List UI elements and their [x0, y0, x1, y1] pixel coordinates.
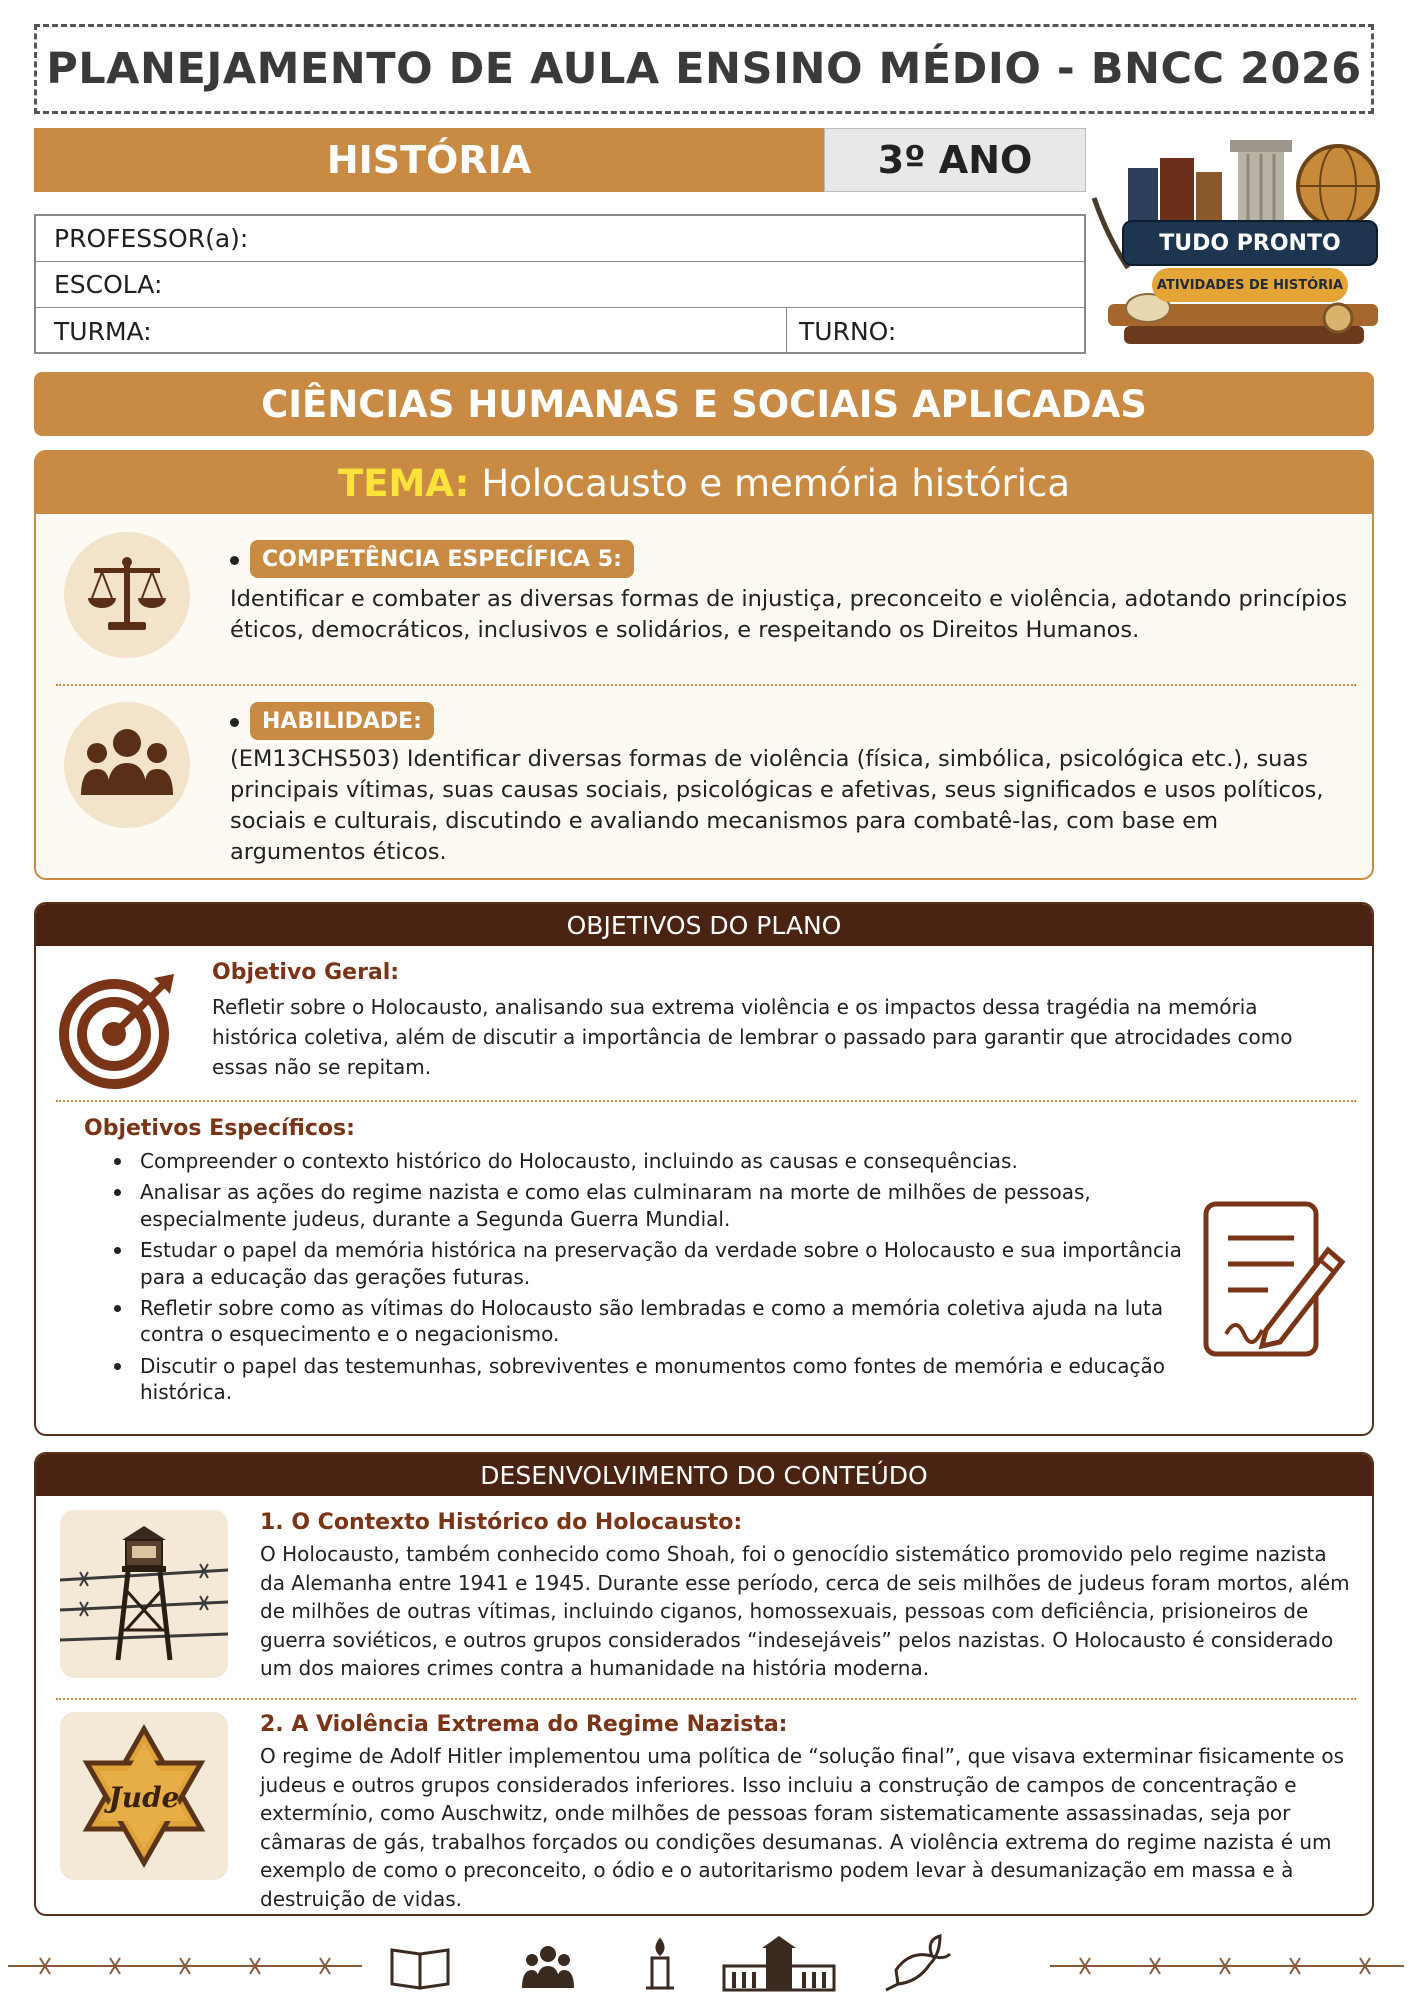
- star-badge-text: Jude: [108, 1781, 180, 1814]
- area-bar: CIÊNCIAS HUMANAS E SOCIAIS APLICADAS: [34, 372, 1374, 436]
- objetivos-especificos-title: Objetivos Específicos:: [84, 1116, 355, 1141]
- professor-label: PROFESSOR(a):: [54, 224, 249, 253]
- document-pen-icon: [1196, 1194, 1346, 1364]
- escola-row[interactable]: [36, 262, 1084, 308]
- page-title: PLANEJAMENTO DE AULA ENSINO MÉDIO - BNCC 2026: [34, 24, 1374, 114]
- competencia-label: COMPETÊNCIA ESPECÍFICA 5:: [250, 540, 634, 578]
- list-item: Discutir o papel das testemunhas, sobreviventes e monumentos como fontes de memória e educação histórica.: [106, 1353, 1186, 1406]
- dove-icon: [886, 1936, 950, 1990]
- turma-label: TURMA:: [54, 316, 152, 346]
- desenvolvimento-heading: DESENVOLVIMENTO DO CONTEÚDO: [36, 1454, 1372, 1496]
- year-box: 3º ANO: [824, 128, 1086, 192]
- tudo-pronto-logo: [1088, 128, 1394, 358]
- competencia-text: Identificar e combater as diversas formas de injustiça, preconceito e violência, adotando princípios éticos, democráticos, inclusivos e solidários, e respeitando os Direitos Humanos.: [230, 586, 1348, 644]
- memorial-building-icon: [724, 1936, 834, 1990]
- objetivos-panel: [34, 902, 1374, 1436]
- objetivos-heading: OBJETIVOS DO PLANO: [36, 904, 1372, 946]
- watchtower-barbed-wire-image: [60, 1510, 228, 1678]
- objetivo-geral-title: Objetivo Geral:: [212, 960, 400, 985]
- footer-decoration: [0, 1930, 1414, 2000]
- habilidade-label: HABILIDADE:: [250, 702, 434, 740]
- turno-cell[interactable]: [786, 308, 896, 354]
- divider: [56, 1698, 1356, 1700]
- turma-row: [36, 308, 1084, 354]
- info-table: [34, 214, 1086, 354]
- bullet-dot: [230, 718, 239, 727]
- list-item: Analisar as ações do regime nazista e como elas culminaram na morte de milhões de pessoas, especialmente judeus, durante a Segunda Guerra Mundial.: [106, 1179, 1186, 1232]
- content-item-text-1: O Holocausto, também conhecido como Shoah, foi o genocídio sistemático promovido pelo regime nazista da Alemanha entre 1941 e 1945. Durante esse período, cerca de seis milhões de judeus foram mortos, além de milhões de outras vítimas, incluindo ciganos, homossexuais, pessoas com deficiência, prisioneiros de guerra soviéticos, e outros grupos considerados “indesejáveis” pelos nazistas. O Holocausto é considerado um dos maiores crimes contra a humanidade na história moderna.: [260, 1542, 1350, 1681]
- escola-label: ESCOLA:: [54, 270, 163, 299]
- divider: [56, 684, 1356, 686]
- objetivos-especificos-list: [106, 1148, 1186, 1411]
- candle-icon: [646, 1940, 674, 1988]
- desenvolvimento-panel: [34, 1452, 1374, 1916]
- subject-bar: HISTÓRIA: [34, 128, 824, 192]
- content-item-text-2: O regime de Adolf Hitler implementou uma política de “solução final”, que visava exterminar fisicamente os judeus e outros grupos considerados inferiores. Isso incluiu a construção de campos de concentração e extermínio, como Auschwitz, onde milhões de pessoas foram sistematicamente assassinadas, seja por câmaras de gás, trabalhos forçados ou condições desumanas. A violência extrema do regime nazista é um exemplo de como o preconceito, o ódio e o autoritarismo podem levar à desumanização em massa e à destruição de vidas.: [260, 1744, 1345, 1911]
- people-icon: [522, 1946, 574, 1988]
- content-item-title-1: 1. O Contexto Histórico do Holocausto:: [260, 1510, 743, 1535]
- logo-subtitle: ATIVIDADES DE HISTÓRIA: [1152, 268, 1348, 302]
- objetivo-geral-text: Refletir sobre o Holocausto, analisando sua extrema violência e os impactos dessa tragédia na memória histórica coletiva, além de discutir a importância de lembrar o passado para garantir que atrocidades como essas não se repitam.: [212, 995, 1293, 1079]
- list-item: Refletir sobre como as vítimas do Holocausto são lembradas e como a memória coletiva ajuda na luta contra o esquecimento e o negacionismo.: [106, 1295, 1186, 1348]
- tema-value: Holocausto e memória histórica: [481, 461, 1071, 505]
- tema-header: [36, 452, 1372, 514]
- tema-panel: [34, 450, 1374, 880]
- turno-label: TURNO:: [799, 316, 897, 346]
- divider: [56, 1100, 1356, 1102]
- scales-icon: [64, 532, 190, 658]
- tema-label: TEMA:: [337, 461, 470, 505]
- yellow-star-badge-image: [60, 1712, 228, 1880]
- habilidade-text: (EM13CHS503) Identificar diversas formas de violência (física, simbólica, psicológica etc.), suas principais vítimas, suas causas sociais, psicológicas e afetivas, seus significados e usos políticos, sociais e culturais, discutindo e avaliando mecanismos para combatê-las, com base em argumentos éticos.: [230, 746, 1324, 866]
- target-icon: [58, 970, 178, 1090]
- bullet-dot: [230, 556, 239, 565]
- logo-title: TUDO PRONTO: [1122, 220, 1378, 266]
- list-item: Estudar o papel da memória histórica na preservação da verdade sobre o Holocausto e sua importância para a educação das gerações futuras.: [106, 1237, 1186, 1290]
- list-item: Compreender o contexto histórico do Holocausto, incluindo as causas e consequências.: [106, 1148, 1186, 1174]
- professor-row[interactable]: [36, 216, 1084, 262]
- people-group-icon: [64, 702, 190, 828]
- content-item-title-2: 2. A Violência Extrema do Regime Nazista:: [260, 1712, 788, 1737]
- open-book-icon: [392, 1950, 448, 1988]
